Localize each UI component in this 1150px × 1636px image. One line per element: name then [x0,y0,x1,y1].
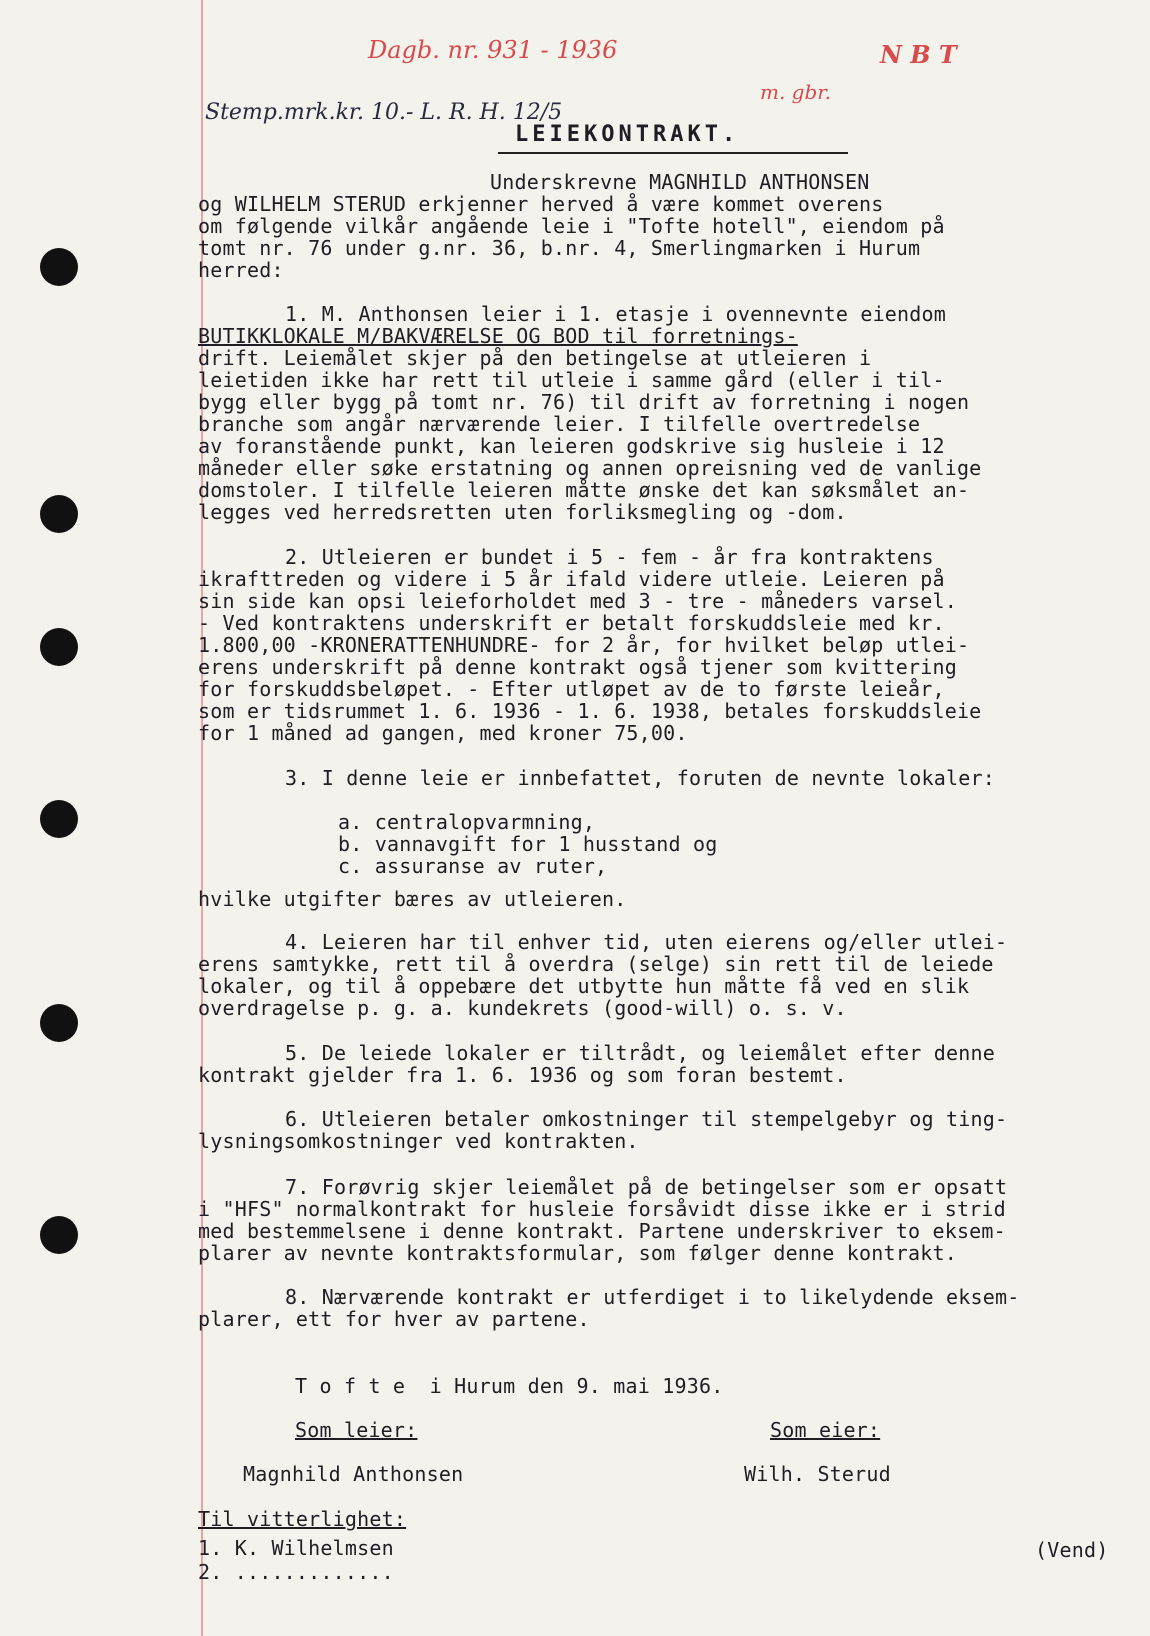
paragraph7-line: 7. Forøvrig skjer leiemålet på de betingelser som er opsatt [285,1175,1008,1199]
place-date: T o f t e i Hurum den 9. mai 1936. [295,1374,724,1398]
owner-name: Wilh. Sterud [744,1462,891,1486]
paragraph2-line: 2. Utleieren er bundet i 5 - fem - år fra kontraktens [285,545,934,569]
paragraph1-line: leietiden ikke har rett til utleie i samme gård (eller i til- [198,368,945,392]
punch-hole [40,495,78,533]
tenant-label: Som leier: [295,1418,418,1442]
paragraph3-item: b. vannavgift for 1 husstand og [338,832,718,856]
document-title: LEIEKONTRAKT. [515,122,740,147]
dagbok-stamp: Dagb. nr. 931 - 1936 [368,36,618,64]
witness-line: 1. K. Wilhelmsen [198,1536,394,1560]
intro-line: Underskrevne MAGNHILD ANTHONSEN [490,170,870,194]
gebyr-stamp: m. gbr. [760,80,832,104]
punch-hole [40,1004,78,1042]
intro-line: og WILHELM STERUD erkjenner herved å være kommet overens [198,192,884,216]
paragraph2-line: som er tidsrummet 1. 6. 1936 - 1. 6. 1938, betales forskuddsleie [198,699,982,723]
paragraph4-line: lokaler, og til å oppebære det utbytte hun måtte få ved en slik [198,974,970,998]
tenant-name: Magnhild Anthonsen [243,1462,464,1486]
paragraph2-line: sin side kan opsi leieforholdet med 3 - tre - måneders varsel. [198,589,957,613]
paragraph1-line: branche som angår nærværende leier. I tilfelle overtredelse [198,412,921,436]
punch-hole [40,248,78,286]
title-underline [498,152,848,154]
paragraph1-line: drift. Leiemålet skjer på den betingelse at utleieren i [198,346,872,370]
paragraph8-line: 8. Nærværende kontrakt er utferdiget i to likelydende eksem- [285,1285,1020,1309]
witness-label: Til vitterlighet: [198,1507,407,1531]
owner-label: Som eier: [770,1418,881,1442]
paragraph2-line: - Ved kontraktens underskrift er betalt forskuddsleie med kr. [198,611,945,635]
paragraph4-line: erens samtykke, rett til å overdra (selge) sin rett til de leiede [198,952,994,976]
paragraph5-line: 5. De leiede lokaler er tiltrådt, og leiemålet efter denne [285,1041,995,1065]
paragraph1-line: bygg eller bygg på tomt nr. 76) til drift av forretning i nogen [198,390,970,414]
paragraph6-line: 6. Utleieren betaler omkostninger til stempelgebyr og ting- [285,1107,1008,1131]
paragraph2-line: 1.800,00 -KRONERATTENHUNDRE- for 2 år, for hvilket beløp utlei- [198,633,970,657]
punch-hole [40,1216,78,1254]
paragraph4-line: 4. Leieren har til enhver tid, uten eierens og/eller utlei- [285,930,1008,954]
paragraph1-line: måneder eller søke erstatning og annen opreisning ved de vanlige [198,456,982,480]
intro-line: tomt nr. 76 under g.nr. 36, b.nr. 4, Smerlingmarken i Hurum [198,236,921,260]
paragraph3-item: a. centralopvarmning, [338,810,596,834]
witness-line: 2. ............. [198,1560,394,1584]
paragraph3-item: c. assuranse av ruter, [338,854,608,878]
paragraph7-line: i "HFS" normalkontrakt for husleie forsåvidt disse ikke er i strid [198,1197,1006,1221]
paragraph4-line: overdragelse p. g. a. kundekrets (good-will) o. s. v. [198,996,847,1020]
paragraph5-line: kontrakt gjelder fra 1. 6. 1936 og som foran bestemt. [198,1063,847,1087]
paragraph1-line: 1. M. Anthonsen leier i 1. etasje i ovennevnte eiendom [285,302,947,326]
paragraph7-line: med bestemmelsene i denne kontrakt. Partene underskriver to eksem- [198,1219,1006,1243]
paragraph1-line: domstoler. I tilfelle leieren måtte ønske det kan søksmålet an- [198,478,970,502]
paragraph7-line: plarer av nevnte kontraktsformular, som følger denne kontrakt. [198,1241,957,1265]
paragraph1-line: BUTIKKLOKALE M/BAKVÆRELSE OG BOD til forretnings- [198,324,798,348]
intro-line: herred: [198,258,284,282]
stamp-note: Stemp.mrk.kr. 10.- L. R. H. 12/5 [205,100,563,125]
paragraph2-line: for 1 måned ad gangen, med kroner 75,00. [198,721,688,745]
paragraph6-line: lysningsomkostninger ved kontrakten. [198,1129,639,1153]
paragraph1-line: legges ved herredsretten uten forliksmegling og -dom. [198,500,847,524]
punch-hole [40,800,78,838]
intro-line: om følgende vilkår angående leie i "Tofte hotell", eiendom på [198,214,945,238]
punch-hole [40,628,78,666]
paragraph1-line: av foranstående punkt, kan leieren godskrive sig husleie i 12 [198,434,945,458]
initials-stamp: N B T [880,40,957,69]
paragraph3-outro: hvilke utgifter bæres av utleieren. [198,887,627,911]
paragraph8-line: plarer, ett for hver av partene. [198,1307,590,1331]
paragraph2-line: for forskuddsbeløpet. - Efter utløpet av de to første leieår, [198,677,945,701]
turn-note: (Vend) [1035,1538,1109,1562]
paragraph2-line: erens underskrift på denne kontrakt også tjener som kvittering [198,655,957,679]
paragraph3-intro: 3. I denne leie er innbefattet, foruten de nevnte lokaler: [285,766,995,790]
paragraph2-line: ikrafttreden og videre i 5 år ifald videre utleie. Leieren på [198,567,945,591]
